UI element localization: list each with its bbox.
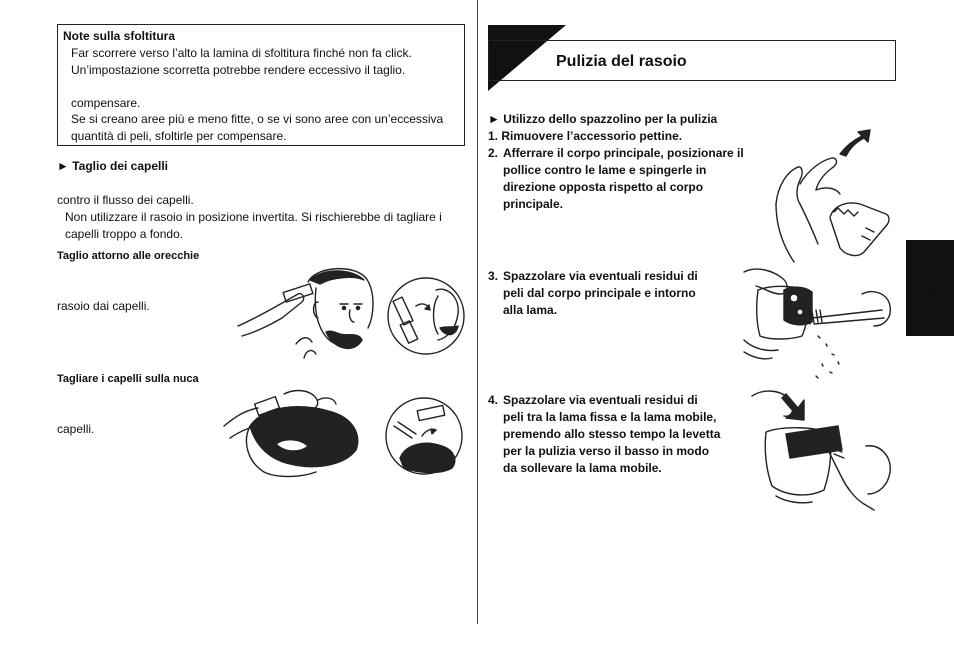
cutting-heading: ► Taglio dei capelli [57,159,169,173]
step-3-line: alla lama. [503,303,558,317]
step-4-line: peli tra la lama fissa e la lama mobile, [503,410,717,424]
attachment-insert-illustration-icon [386,276,466,356]
note-title: Note sulla sfoltitura [63,29,176,43]
note-line: Se si creano aree più e meno fitte, o se vi sono aree con un’eccessiva [71,112,444,126]
ears-text: rasoio dai capelli. [57,299,150,313]
note-line: quantità di peli, sfoltirle per compensare. [71,129,287,143]
step-4-line: premendo allo stesso tempo la levetta [503,427,721,441]
cutting-line: contro il flusso dei capelli. [57,193,194,207]
ear-trimming-illustration-icon [236,262,376,362]
note-line: compensare. [71,96,141,110]
cutting-line: capelli troppo a fondo. [65,227,184,241]
step-4-line: Spazzolare via eventuali residui di [503,393,698,407]
section-title: Pulizia del rasoio [556,53,687,70]
step-2-line: pollice contro le lame e spingerle in [503,163,707,177]
step-2-line: direzione opposta rispetto al corpo [503,180,704,194]
cutting-line: Non utilizzare il rasoio in posizione invertita. Si rischierebbe di tagliare i [65,210,442,224]
step-2-line: principale. [503,197,564,211]
attachment-flip-illustration-icon [384,396,464,476]
brush-body-illustration-icon [742,264,896,386]
step-3-number: 3. [488,269,499,283]
nape-trimming-illustration-icon [220,386,370,480]
step-2-line: Afferrare il corpo principale, posizionare il [503,146,744,160]
step-3-line: peli dal corpo principale e intorno [503,286,696,300]
page-divider [477,0,478,624]
step-3-line: Spazzolare via eventuali residui di [503,269,698,283]
brush-heading: ► Utilizzo dello spazzolino per la pulizia [488,112,718,126]
nape-text: capelli. [57,422,95,436]
section-title-box [488,40,896,81]
brush-blade-illustration-icon [746,386,896,512]
step-4-line: per la pulizia verso il basso in modo [503,444,710,458]
step-2-number: 2. [488,146,499,160]
ears-heading: Taglio attorno alle orecchie [57,250,200,262]
step-1: 1. Rimuovere l’accessorio pettine. [488,129,683,143]
remove-blade-illustration-icon [774,124,894,264]
language-label: Italiano [926,274,938,314]
step-4-number: 4. [488,393,499,407]
note-line: Un’impostazione scorretta potrebbe rendere eccessivo il taglio. [71,63,406,77]
nape-heading: Tagliare i capelli sulla nuca [57,373,199,385]
note-line: Far scorrere verso l’alto la lamina di sfoltitura finché non fa click. [71,46,412,60]
step-4-line: da sollevare la lama mobile. [503,461,662,475]
